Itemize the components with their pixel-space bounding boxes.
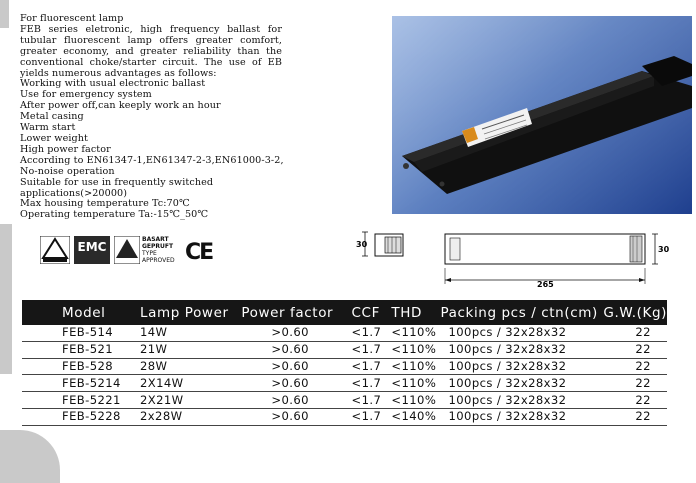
- basart-line4: APPROVED: [142, 257, 175, 264]
- cell-lamp-power: 2X21W: [140, 392, 241, 409]
- header-lamp-power: Lamp Power: [140, 304, 229, 321]
- feature-item: Suitable for use in frequently switched: [20, 176, 214, 188]
- length-label: 265: [537, 280, 554, 289]
- cell-lamp-power: 14W: [140, 325, 241, 341]
- cell-thd: <110%: [391, 358, 440, 375]
- cell-gross-weight: 22: [603, 341, 667, 358]
- cell-power-factor: >0.60: [241, 341, 351, 358]
- feature-item: Warm start: [20, 122, 76, 134]
- feature-item: According to EN61347-1,EN61347-2-3,EN61000-3-2,: [20, 154, 284, 166]
- cell-gross-weight: 22: [603, 375, 667, 392]
- cell-power-factor: >0.60: [241, 358, 351, 375]
- header-ccf: CCF: [351, 304, 380, 321]
- feature-item: Use for emergency system: [20, 89, 152, 101]
- cell-power-factor: >0.60: [241, 375, 351, 392]
- ce-mark: CE: [185, 240, 213, 265]
- feature-item: Working with usual electronic ballast: [20, 78, 206, 90]
- cell-model: FEB-521: [22, 341, 140, 358]
- feature-item: Lower weight: [20, 132, 89, 144]
- basart-mark: [114, 236, 186, 266]
- cell-packing: 100pcs / 32x28x32: [441, 325, 604, 341]
- decorative-bar-top: [0, 0, 9, 28]
- header-thd: THD: [391, 304, 422, 321]
- feature-item: applications(>20000): [20, 187, 128, 199]
- table-row: [22, 408, 667, 425]
- cell-gross-weight: 22: [603, 392, 667, 409]
- table-row: [22, 325, 667, 341]
- spec-table-header-row: [22, 300, 667, 325]
- basart-line3: TYPE: [142, 250, 157, 257]
- feature-item: No-noise operation: [20, 165, 115, 177]
- decorative-bar-bottom: [0, 430, 60, 483]
- cell-power-factor: >0.60: [241, 408, 351, 425]
- cell-thd: <110%: [391, 341, 440, 358]
- cell-model: FEB-528: [22, 358, 140, 375]
- ballast-image: [392, 16, 692, 214]
- header-gross-weight: G.W.(Kg): [603, 304, 667, 321]
- decorative-bar-middle: [0, 224, 12, 374]
- cell-packing: 100pcs / 32x28x32: [441, 358, 604, 375]
- basart-line2: GEPRUFT: [142, 243, 174, 250]
- intro-heading: For fluorescent lamp: [20, 13, 124, 24]
- cell-packing: 100pcs / 32x28x32: [441, 392, 604, 409]
- cell-packing: 100pcs / 32x28x32: [441, 341, 604, 358]
- table-row: [22, 341, 667, 358]
- cell-thd: <110%: [391, 392, 440, 409]
- cell-lamp-power: 28W: [140, 358, 241, 375]
- cell-ccf: <1.7: [352, 408, 392, 425]
- cell-power-factor: >0.60: [241, 392, 351, 409]
- feature-item: High power factor: [20, 143, 111, 155]
- cell-gross-weight: 22: [603, 325, 667, 341]
- feature-list: [20, 79, 282, 221]
- cell-thd: <110%: [391, 325, 440, 341]
- cell-ccf: <1.7: [352, 375, 392, 392]
- feature-item: Operating temperature Ta:-15℃_50℃: [20, 209, 209, 221]
- cell-thd: <110%: [391, 375, 440, 392]
- feature-item: Metal casing: [20, 111, 84, 123]
- feature-item: After power off,can keeply work an hour: [20, 100, 221, 112]
- product-photo: [392, 16, 692, 214]
- cell-gross-weight: 22: [603, 408, 667, 425]
- intro-text: [20, 14, 282, 221]
- cell-power-factor: >0.60: [241, 325, 351, 341]
- technical-drawing: [355, 222, 675, 290]
- cell-model: FEB-5214: [22, 375, 140, 392]
- emc-mark: [74, 236, 110, 264]
- header-model: Model: [62, 304, 106, 321]
- spec-table: [22, 300, 667, 426]
- table-row: [22, 392, 667, 409]
- cell-ccf: <1.7: [352, 358, 392, 375]
- intro-paragraph: FEB series eletronic, high frequency ballast for tubular fluorescent lamp offers greater comfort, greater economy, and greater reliability than the conventional choke/starter circuit. The use of EB yields numerous advantages as follows:: [20, 23, 282, 79]
- cell-lamp-power: 2X14W: [140, 375, 241, 392]
- table-row: [22, 375, 667, 392]
- header-packing: Packing pcs / ctn(cm): [440, 304, 598, 321]
- cell-ccf: <1.7: [352, 325, 392, 341]
- cell-lamp-power: 2x28W: [140, 408, 241, 425]
- table-row: [22, 358, 667, 375]
- cell-model: FEB-514: [22, 325, 140, 341]
- side-height-label: 30: [356, 240, 368, 249]
- emc-mark-text: EMC: [77, 240, 107, 254]
- basart-line1: BASART: [142, 236, 169, 243]
- spec-table-body: [22, 325, 667, 425]
- cell-packing: 100pcs / 32x28x32: [441, 408, 604, 425]
- cell-model: FEB-5228: [22, 408, 140, 425]
- cell-model: FEB-5221: [22, 392, 140, 409]
- cell-ccf: <1.7: [352, 341, 392, 358]
- cell-packing: 100pcs / 32x28x32: [441, 375, 604, 392]
- tuv-triangle-icon: [40, 236, 70, 264]
- cell-ccf: <1.7: [352, 392, 392, 409]
- cell-lamp-power: 21W: [140, 341, 241, 358]
- cell-gross-weight: 22: [603, 358, 667, 375]
- header-power-factor: Power factor: [241, 304, 334, 321]
- basart-triangle-icon: [114, 236, 140, 264]
- cell-thd: <140%: [391, 408, 440, 425]
- top-height-label: 30: [658, 245, 670, 254]
- feature-item: Max housing temperature Tc:70℃: [20, 198, 190, 210]
